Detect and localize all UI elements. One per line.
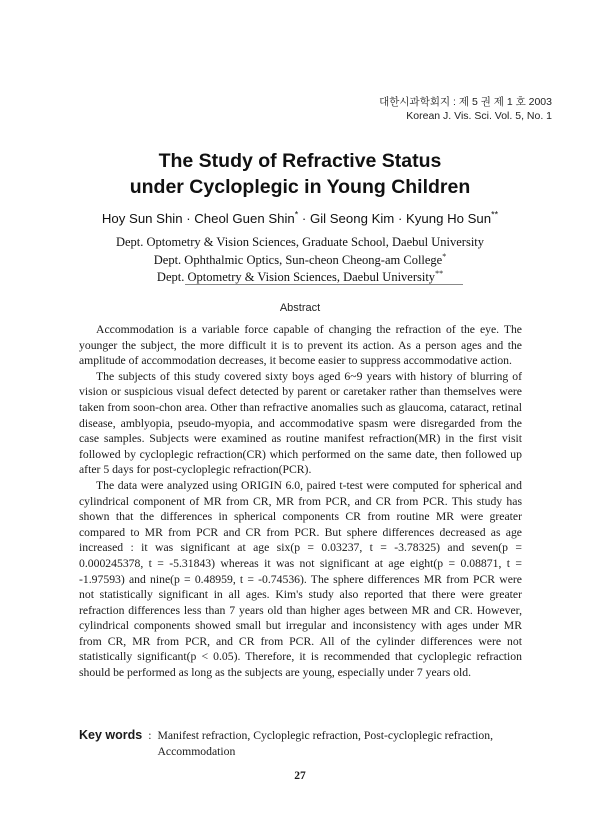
- title-line-2: under Cycloplegic in Young Children: [129, 176, 471, 198]
- author-name: Kyung Ho Sun: [406, 211, 492, 227]
- author-name: Gil Seong Kim: [309, 211, 395, 227]
- author-1: [102, 211, 194, 226]
- affiliation-text: Dept. Optometry & Vision Sciences, Graduate School, Daebul University: [115, 235, 485, 250]
- author-3: [310, 211, 406, 226]
- author-name: Cheol Guen Shin: [194, 211, 295, 227]
- keywords-section: [79, 728, 529, 759]
- affiliation-2: [0, 252, 600, 268]
- affiliation-mark: **: [435, 269, 444, 278]
- page-number: 27: [294, 770, 306, 782]
- affiliation-mark: *: [442, 252, 447, 261]
- author-name: Hoy Sun Shin: [101, 211, 183, 227]
- journal-name-korean: 대한시과학회지 : 제 5 권 제 1 호 2003: [379, 96, 552, 108]
- abstract-paragraph-2: The subjects of this study covered sixty boys aged 6~9 years with history of blurring of vision or suspicious visual defect detected by parent or caretaker rather than themselves were taken from soon-chon area. Other than refractive anomalies such as glaucoma, cataract, retinal disease, amblyopia, pseudo-myopia, and accommodative spasm were disregarded from the case samples. Subjects were examined as routine manifest refraction(MR) in the first visit followed by cycloplegic refraction(CR) which performed on the same date, then followed up after 5 days for post-cycloplegic refraction(PCR).: [79, 369, 522, 477]
- paper-title: [0, 148, 600, 200]
- abstract-heading: Abstract: [279, 302, 321, 314]
- affiliation-1: [0, 234, 600, 250]
- keywords-text: Manifest refraction, Cycloplegic refraction, Post-cycloplegic refraction, Accommodation: [157, 729, 494, 758]
- author-mark: *: [294, 210, 299, 220]
- author-separator: ·: [298, 211, 310, 227]
- affiliation-3: [0, 269, 600, 285]
- journal-name-english: Korean J. Vis. Sci. Vol. 5, No. 1: [406, 110, 552, 122]
- affiliation-text: Dept. Optometry & Vision Sciences, Daebul University: [156, 270, 436, 285]
- affiliation-text: Dept. Ophthalmic Optics, Sun-cheon Cheong-am College: [153, 253, 443, 268]
- author-separator: ·: [394, 211, 407, 227]
- author-separator: ·: [182, 211, 195, 227]
- title-line-1: The Study of Refractive Status: [158, 150, 442, 172]
- keywords-label: Key words: [79, 728, 143, 742]
- author-2: [194, 211, 310, 226]
- affiliation-divider: [185, 284, 463, 285]
- author-mark: **: [491, 210, 499, 220]
- author-list: [0, 210, 600, 226]
- author-4: [406, 211, 498, 226]
- keywords-colon: :: [148, 729, 152, 742]
- abstract-body: [79, 322, 522, 681]
- abstract-paragraph-3: The data were analyzed using ORIGIN 6.0, paired t-test were computed for spherical and cylindrical component of MR from CR, MR from PCR, and CR from PCR. This study has shown that the differences in spherical components CR from routine MR were greater compared to MR from PCR and CR from PCR. But sphere differences decreased as age increased : it was significant at age six(p = 0.03237, t = -3.78325) and seven(p = 0.000245378, t = -5.31843) whereas it was not significant at age eight(p = 0.08871, t = -1.97593) and nine(p = 0.48959, t = -0.74536). The sphere differences MR from PCR were not statistically significant in all ages. Kim's study also reported that there were greater refraction differences less than 7 years old than higher ages between MR and CR. However, cylindrical components showed small but irregular and inconsistency with ages under MR from CR, MR from PCR, and CR from PCR. All of the cylinder differences were not statistically significant(p < 0.05). Therefore, it is recommended that cycloplegic refraction should be performed as long as the subjects are young, especially under 7 years old.: [79, 478, 522, 680]
- abstract-paragraph-1: Accommodation is a variable force capable of changing the refraction of the eye. The younger the subject, the more difficult it is to prevent its action. As a person ages and the amplitude of accommodation decreases, it become easier to suppress accommodative action.: [79, 323, 522, 368]
- journal-header: [379, 95, 552, 123]
